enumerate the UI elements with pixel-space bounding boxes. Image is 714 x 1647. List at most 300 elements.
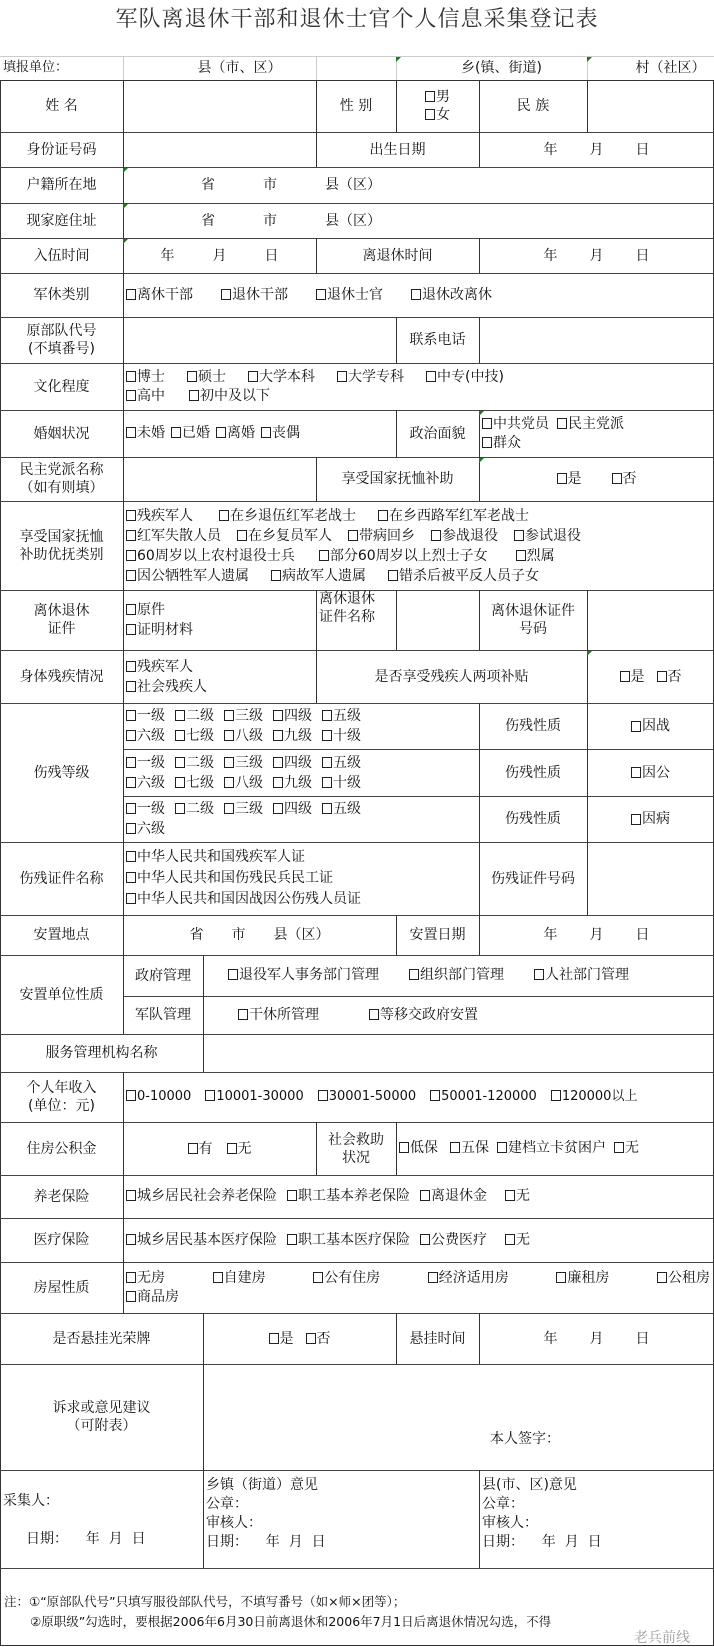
marriage-option[interactable]: 离婚 — [216, 424, 255, 443]
housing-type-option[interactable]: 商品房 — [126, 1288, 179, 1307]
subsidy-type-option[interactable]: 部分60周岁以上烈士子女 — [319, 546, 488, 566]
social-aid-sublabel: 状况 — [342, 1149, 370, 1166]
grade-option[interactable]: 八级 — [224, 726, 263, 746]
checkbox-icon[interactable] — [316, 289, 326, 300]
education-option[interactable]: 高中 — [126, 387, 165, 406]
grade-option[interactable]: 五级 — [322, 706, 361, 726]
checkbox-icon[interactable] — [369, 1009, 379, 1020]
grade-option[interactable]: 二级 — [175, 799, 214, 819]
note-line-2: ②原职级”勾选时，要根据2006年6月30日前离退休和2006年7月1日后离退休情况勾选，不得 — [30, 1614, 552, 1629]
birth-date-field[interactable]: 年 月 日 — [543, 141, 650, 158]
injury-nature-label: 伤残性质 — [505, 718, 561, 734]
grade-option[interactable]: 一级 — [126, 706, 165, 726]
checkbox-icon[interactable] — [378, 510, 388, 521]
category-label: 军休类别 — [33, 287, 90, 303]
gov-management-option[interactable]: 退役军人事务部门管理 — [228, 966, 379, 985]
allowance-label: 是否享受残疾人两项补贴 — [374, 668, 529, 685]
checkbox-icon[interactable] — [322, 757, 332, 768]
nature-option-illness[interactable]: 因病 — [587, 796, 714, 842]
checkbox-icon[interactable] — [126, 851, 136, 862]
disability-cert-number-label: 伤残证件号码 — [491, 870, 575, 887]
housing-fund-label: 住房公积金 — [26, 1140, 97, 1157]
checkbox-icon[interactable] — [612, 473, 622, 484]
housing-type-option[interactable]: 经济适用房 — [428, 1269, 509, 1288]
medical-option[interactable]: 公费医疗 — [420, 1231, 487, 1250]
cert-option-proof[interactable]: 证明材料 — [126, 620, 193, 640]
placement-date-label: 安置日期 — [409, 927, 466, 943]
medical-option[interactable]: 城乡居民基本医疗保险 — [126, 1231, 277, 1250]
checkbox-icon[interactable] — [126, 681, 136, 692]
disability-cert-option[interactable]: 中华人民共和国残疾军人证 — [126, 847, 305, 868]
checkbox-icon[interactable] — [557, 473, 567, 484]
housing-type-option[interactable]: 自建房 — [213, 1269, 266, 1288]
checkbox-icon[interactable] — [126, 371, 136, 382]
medical-option[interactable]: 无 — [505, 1231, 530, 1250]
grade-option[interactable]: 六级 — [126, 819, 165, 839]
grade-option[interactable]: 九级 — [273, 773, 312, 793]
grade-option[interactable]: 九级 — [273, 726, 312, 746]
checkbox-icon[interactable] — [224, 777, 234, 788]
checkbox-icon[interactable] — [319, 550, 329, 561]
checkbox-icon[interactable] — [428, 1272, 438, 1283]
housing-type-label: 房屋性质 — [33, 1279, 90, 1296]
service-org-field[interactable] — [203, 1034, 714, 1072]
political-option[interactable]: 中共党员 — [482, 415, 549, 434]
checkbox-icon[interactable] — [273, 710, 283, 721]
placement-unit-label: 安置单位性质 — [19, 986, 104, 1003]
checkbox-icon[interactable] — [337, 371, 347, 382]
grade-option[interactable]: 六级 — [126, 773, 165, 793]
income-option[interactable]: 120000以上 — [551, 1088, 638, 1107]
village-label: 村（社区） — [635, 60, 706, 76]
checkbox-icon[interactable] — [516, 550, 526, 561]
grade-option[interactable]: 七级 — [175, 726, 214, 746]
checkbox-icon[interactable] — [534, 969, 544, 980]
marriage-option[interactable]: 未婚 — [126, 424, 165, 443]
checkbox-icon[interactable] — [248, 371, 258, 382]
category-option[interactable]: 退休士官 — [316, 286, 383, 305]
checkbox-icon[interactable] — [175, 803, 185, 814]
social-aid-option[interactable]: 五保 — [450, 1139, 489, 1158]
checkbox-icon[interactable] — [126, 1090, 136, 1101]
injury-nature-label: 伤残性质 — [505, 764, 561, 781]
checkbox-icon[interactable] — [126, 604, 136, 615]
checkbox-icon[interactable] — [313, 1272, 323, 1283]
checkbox-icon[interactable] — [126, 530, 136, 541]
checkbox-icon[interactable] — [425, 109, 435, 120]
subsidy-option-yes[interactable]: 是 — [557, 470, 582, 488]
checkbox-icon[interactable] — [228, 969, 238, 980]
subsidy-type-option[interactable]: 残疾军人 — [126, 506, 193, 526]
nature-option-duty[interactable]: 因公 — [587, 749, 714, 796]
reporting-unit-label: 填报单位： — [3, 60, 69, 75]
pension-option[interactable]: 职工基本养老保险 — [287, 1187, 410, 1206]
honor-plaque-label: 是否悬挂光荣牌 — [52, 1330, 151, 1347]
hukou-label: 户籍所在地 — [26, 177, 97, 193]
pension-label: 养老保险 — [33, 1188, 90, 1205]
subsidy-type-option[interactable]: 烈属 — [516, 546, 555, 566]
housing-type-option[interactable]: 廉租房 — [556, 1269, 609, 1288]
disability-cert-option[interactable]: 中华人民共和国因战因公伤残人员证 — [126, 889, 361, 910]
grade-option[interactable]: 三级 — [224, 706, 263, 726]
grade-option[interactable]: 五级 — [322, 799, 361, 819]
checkbox-icon[interactable] — [631, 814, 641, 825]
township-seal-label: 公章： — [206, 1496, 248, 1512]
marriage-option[interactable]: 已婚 — [171, 424, 210, 443]
retire-cert-sublabel: 证件 — [47, 621, 76, 637]
checkbox-icon[interactable] — [126, 823, 136, 834]
disability-option[interactable]: 社会残疾人 — [126, 677, 207, 697]
grade-option[interactable]: 五级 — [322, 753, 361, 773]
education-option[interactable]: 博士 — [126, 368, 165, 387]
name-label: 姓 名 — [45, 98, 78, 114]
checkbox-icon[interactable] — [556, 1272, 566, 1283]
grade-option[interactable]: 四级 — [273, 753, 312, 773]
subsidy-type-option[interactable]: 在乡退伍红军老战士 — [219, 506, 356, 526]
checkbox-icon[interactable] — [171, 427, 181, 438]
grade-option[interactable]: 七级 — [175, 773, 214, 793]
allowance-option-yes[interactable]: 是 — [620, 668, 645, 686]
checkbox-icon[interactable] — [322, 710, 332, 721]
checkbox-icon[interactable] — [631, 767, 641, 778]
checkbox-icon[interactable] — [505, 1190, 515, 1201]
township-date[interactable]: 日期： 年 月 日 — [206, 1534, 326, 1550]
grade-option[interactable]: 八级 — [224, 773, 263, 793]
income-label: 个人年收入 — [26, 1080, 97, 1096]
checkbox-icon[interactable] — [287, 1234, 297, 1245]
county-label: 县（市、区） — [197, 60, 282, 76]
id-number-label: 身份证号码 — [26, 141, 97, 158]
hukou-address-field[interactable]: 省 市 县（区） — [201, 177, 381, 193]
gender-option-male[interactable]: 男 — [425, 88, 450, 106]
grade-option[interactable]: 二级 — [175, 753, 214, 773]
pension-option[interactable]: 无 — [505, 1187, 530, 1206]
checkbox-icon[interactable] — [126, 550, 136, 561]
gender-option-female[interactable]: 女 — [425, 106, 450, 124]
checkbox-icon[interactable] — [126, 893, 136, 904]
checkbox-icon[interactable] — [261, 427, 271, 438]
checkbox-icon[interactable] — [269, 1333, 279, 1344]
retire-date-field[interactable]: 年 月 日 — [543, 247, 650, 264]
checkbox-icon[interactable] — [322, 777, 332, 788]
checkbox-icon[interactable] — [657, 1272, 667, 1283]
checkbox-icon[interactable] — [399, 1142, 409, 1153]
marriage-label: 婚姻状况 — [33, 425, 90, 442]
subsidy-type-option[interactable]: 参试退役 — [514, 526, 581, 546]
checkbox-icon[interactable] — [348, 530, 358, 541]
ethnic-field[interactable] — [587, 80, 714, 132]
checkbox-icon[interactable] — [631, 721, 641, 732]
subsidy-type-option[interactable]: 错杀后被平反人员子女 — [388, 566, 539, 586]
grade-option[interactable]: 一级 — [126, 799, 165, 819]
category-option[interactable]: 退休改离休 — [411, 286, 492, 305]
checkbox-icon[interactable] — [221, 289, 231, 300]
disability-cert-number-field[interactable] — [587, 842, 714, 915]
checkbox-icon[interactable] — [420, 1234, 430, 1245]
cert-name-field[interactable] — [396, 590, 479, 650]
category-option[interactable]: 退休干部 — [221, 286, 288, 305]
grade-option[interactable]: 一级 — [126, 753, 165, 773]
checkbox-icon[interactable] — [306, 1333, 316, 1344]
medical-label: 医疗保险 — [33, 1232, 90, 1248]
grade-option[interactable]: 二级 — [175, 706, 214, 726]
subsidy-type-option[interactable]: 红军失散人员 — [126, 526, 221, 546]
checkbox-icon[interactable] — [213, 1272, 223, 1283]
disability-option[interactable]: 残疾军人 — [126, 657, 193, 677]
pension-option[interactable]: 城乡居民社会养老保险 — [126, 1187, 277, 1206]
social-aid-option[interactable]: 无 — [614, 1139, 639, 1158]
grade-option[interactable]: 十级 — [322, 726, 361, 746]
cert-name-label: 离休退休 — [319, 591, 375, 607]
subsidy-type-option[interactable]: 参战退役 — [431, 526, 498, 546]
nature-option-war[interactable]: 因战 — [587, 703, 714, 749]
county-date[interactable]: 日期： 年 月 日 — [482, 1534, 602, 1550]
checkbox-icon[interactable] — [219, 510, 229, 521]
checkbox-icon[interactable] — [287, 1190, 297, 1201]
housing-type-option[interactable]: 公租房 — [657, 1269, 710, 1288]
checkbox-icon[interactable] — [273, 803, 283, 814]
checkbox-icon[interactable] — [409, 969, 419, 980]
appeal-field[interactable] — [203, 1364, 714, 1470]
social-aid-option[interactable]: 低保 — [399, 1139, 438, 1158]
grade-option[interactable]: 十级 — [322, 773, 361, 793]
grade-option[interactable]: 四级 — [273, 799, 312, 819]
checkbox-icon[interactable] — [224, 710, 234, 721]
checkbox-icon[interactable] — [205, 1090, 215, 1101]
phone-field[interactable] — [479, 317, 714, 363]
placement-date-field[interactable]: 年 月 日 — [543, 927, 650, 943]
checkbox-icon[interactable] — [224, 803, 234, 814]
collector-label: 采集人： — [3, 1493, 59, 1509]
grade-option[interactable]: 三级 — [224, 753, 263, 773]
checkbox-icon[interactable] — [657, 671, 667, 682]
checkbox-icon[interactable] — [273, 730, 283, 741]
checkbox-icon[interactable] — [450, 1142, 460, 1153]
party-name-field[interactable] — [123, 457, 316, 501]
subsidy-type-option[interactable]: 因公牺牲军人遗属 — [126, 566, 249, 586]
checkbox-icon[interactable] — [126, 730, 136, 741]
home-address-label: 现家庭住址 — [26, 212, 97, 229]
political-option[interactable]: 群众 — [482, 434, 521, 453]
cert-option-original[interactable]: 原件 — [126, 600, 165, 620]
hang-date-field[interactable]: 年 月 日 — [543, 1330, 650, 1347]
checkbox-icon[interactable] — [126, 757, 136, 768]
income-option[interactable]: 50001-120000 — [430, 1088, 537, 1107]
checkbox-icon[interactable] — [175, 757, 185, 768]
checkbox-icon[interactable] — [126, 390, 136, 401]
checkbox-icon[interactable] — [175, 777, 185, 788]
township-reviewer-label: 审核人： — [206, 1515, 262, 1531]
army-management-label: 军队管理 — [135, 1007, 191, 1023]
checkbox-icon[interactable] — [431, 530, 441, 541]
checkbox-icon[interactable] — [126, 872, 136, 883]
checkbox-icon[interactable] — [322, 730, 332, 741]
collector-date[interactable]: 日期： 年 月 日 — [26, 1531, 146, 1547]
form-title: 军队离退休干部和退休士官个人信息采集登记表 — [115, 7, 599, 32]
cert-number-label: 离休退休证件 — [491, 603, 575, 619]
checkbox-icon[interactable] — [388, 570, 398, 581]
home-address-field[interactable]: 省 市 县（区） — [201, 212, 381, 229]
checkbox-icon[interactable] — [482, 437, 492, 448]
subsidy-type-option[interactable]: 60周岁以上农村退役士兵 — [126, 546, 295, 566]
gov-management-label: 政府管理 — [135, 967, 191, 984]
checkbox-icon[interactable] — [126, 710, 136, 721]
disability-cert-label: 伤残证件名称 — [19, 870, 104, 887]
checkbox-icon[interactable] — [216, 427, 226, 438]
checkbox-icon[interactable] — [430, 1090, 440, 1101]
checkbox-icon[interactable] — [126, 510, 136, 521]
party-name-sublabel: （如有则填） — [19, 480, 104, 496]
subsidy-label: 享受国家抚恤补助 — [341, 471, 454, 487]
education-option[interactable]: 硕士 — [187, 368, 226, 387]
checkbox-icon[interactable] — [420, 1190, 430, 1201]
housing-fund-option-no[interactable]: 无 — [227, 1140, 252, 1158]
subsidy-type-label: 享受国家抚恤 — [19, 528, 104, 545]
unit-code-field[interactable] — [123, 317, 396, 363]
county-seal-label: 公章： — [482, 1496, 524, 1512]
education-option[interactable]: 大学本科 — [248, 368, 315, 387]
cert-number-sublabel: 号码 — [519, 621, 547, 637]
checkbox-icon[interactable] — [126, 624, 136, 635]
medical-option[interactable]: 职工基本医疗保险 — [287, 1231, 410, 1250]
ethnic-label: 民 族 — [516, 98, 550, 114]
county-opinion-title: 县(市、区)意见 — [482, 1477, 577, 1493]
checkbox-icon[interactable] — [187, 371, 197, 382]
checkbox-icon[interactable] — [227, 1143, 237, 1154]
checkbox-icon[interactable] — [322, 803, 332, 814]
retire-time-label: 离退休时间 — [362, 247, 433, 264]
checkbox-icon[interactable] — [514, 530, 524, 541]
social-aid-option[interactable]: 建档立卡贫困户 — [497, 1139, 606, 1158]
checkbox-icon[interactable] — [126, 1272, 136, 1283]
township-label: 乡(镇、街道) — [461, 60, 542, 76]
checkbox-icon[interactable] — [126, 1234, 136, 1245]
watermark: 老兵前线 — [634, 1630, 690, 1646]
party-name-label: 民主党派名称 — [19, 462, 104, 478]
checkbox-icon[interactable] — [126, 803, 136, 814]
checkbox-icon[interactable] — [126, 289, 136, 300]
checkbox-icon[interactable] — [425, 91, 435, 102]
housing-fund-option-yes[interactable]: 有 — [188, 1140, 213, 1158]
county-reviewer-label: 审核人： — [482, 1515, 538, 1531]
gender-label: 性 别 — [339, 98, 373, 114]
hang-time-label: 悬挂时间 — [409, 1330, 466, 1347]
note-line-1: 注：①“原部队代号”只填写服役部队代号，不填写番号（如×师×团等）； — [4, 1594, 406, 1609]
injury-nature-label: 伤残性质 — [505, 811, 561, 827]
education-option[interactable]: 中专(中技) — [426, 368, 504, 387]
checkbox-icon[interactable] — [188, 1143, 198, 1154]
gov-management-option[interactable]: 组织部门管理 — [409, 966, 504, 985]
township-opinion-title: 乡镇（街道）意见 — [206, 1477, 318, 1493]
subsidy-option-no[interactable]: 否 — [612, 470, 637, 488]
checkbox-icon[interactable] — [224, 730, 234, 741]
checkbox-icon[interactable] — [126, 661, 136, 672]
subsidy-type-option[interactable]: 在乡西路军红军老战士 — [378, 506, 529, 526]
income-option[interactable]: 10001-30000 — [205, 1088, 303, 1107]
placement-location-field[interactable]: 省 市 县（区） — [189, 927, 330, 943]
education-option[interactable]: 初中及以下 — [189, 387, 270, 406]
enlist-time-label: 入伍时间 — [33, 247, 90, 264]
pension-option[interactable]: 离退休金 — [420, 1187, 487, 1206]
checkbox-icon[interactable] — [175, 730, 185, 741]
checkbox-icon[interactable] — [126, 1291, 136, 1302]
allowance-option-no[interactable]: 否 — [657, 668, 682, 686]
army-management-option[interactable]: 等移交政府安置 — [369, 1006, 478, 1025]
name-field[interactable] — [123, 80, 316, 132]
marriage-option[interactable]: 丧偶 — [261, 424, 300, 443]
cert-number-field[interactable] — [587, 590, 714, 650]
appeal-sublabel: （可附表） — [66, 1418, 137, 1434]
income-sublabel: (单位：元) — [28, 1098, 95, 1114]
subsidy-type-option[interactable]: 带病回乡 — [348, 526, 415, 546]
checkbox-icon[interactable] — [614, 1142, 624, 1153]
grade-option[interactable]: 四级 — [273, 706, 312, 726]
checkbox-icon[interactable] — [237, 530, 247, 541]
grade-option[interactable]: 三级 — [224, 799, 263, 819]
signature-label: 本人签字： — [490, 1431, 560, 1447]
checkbox-icon[interactable] — [551, 1090, 561, 1101]
plaque-option-no[interactable]: 否 — [306, 1330, 331, 1348]
army-management-option[interactable]: 干休所管理 — [238, 1006, 319, 1025]
checkbox-icon[interactable] — [238, 1009, 248, 1020]
political-option[interactable]: 民主党派 — [557, 415, 624, 434]
income-option[interactable]: 0-10000 — [126, 1088, 191, 1107]
checkbox-icon[interactable] — [620, 671, 630, 682]
phone-label: 联系电话 — [409, 332, 466, 348]
education-label: 文化程度 — [33, 378, 90, 395]
enlist-date-field[interactable]: 年 月 日 — [160, 247, 279, 264]
checkbox-icon[interactable] — [126, 1190, 136, 1201]
checkbox-icon[interactable] — [273, 757, 283, 768]
checkbox-icon[interactable] — [271, 570, 281, 581]
checkbox-icon[interactable] — [482, 418, 492, 429]
education-option[interactable]: 大学专科 — [337, 368, 404, 387]
unit-code-sublabel: (不填番号) — [28, 341, 95, 357]
plaque-option-yes[interactable]: 是 — [269, 1330, 294, 1348]
social-aid-label: 社会救助 — [328, 1131, 384, 1148]
checkbox-icon[interactable] — [411, 289, 421, 300]
disability-label: 身体残疾情况 — [19, 668, 104, 685]
disability-cert-option[interactable]: 中华人民共和国伤残民兵民工证 — [126, 868, 333, 889]
checkbox-icon[interactable] — [126, 777, 136, 788]
checkbox-icon[interactable] — [557, 418, 567, 429]
checkbox-icon[interactable] — [497, 1142, 507, 1153]
political-label: 政治面貌 — [409, 425, 466, 442]
checkbox-icon[interactable] — [224, 757, 234, 768]
checkbox-icon[interactable] — [505, 1234, 515, 1245]
housing-type-option[interactable]: 公有住房 — [313, 1269, 380, 1288]
income-option[interactable]: 30001-50000 — [318, 1088, 416, 1107]
placement-location-label: 安置地点 — [33, 927, 90, 943]
id-number-field[interactable] — [123, 132, 316, 167]
checkbox-icon[interactable] — [426, 371, 436, 382]
subsidy-type-option[interactable]: 病故军人遗属 — [271, 566, 366, 586]
checkbox-icon[interactable] — [175, 710, 185, 721]
checkbox-icon[interactable] — [273, 777, 283, 788]
gov-management-option[interactable]: 人社部门管理 — [534, 966, 629, 985]
checkbox-icon[interactable] — [318, 1090, 328, 1101]
subsidy-type-option[interactable]: 在乡复员军人 — [237, 526, 332, 546]
checkbox-icon[interactable] — [189, 390, 199, 401]
checkbox-icon[interactable] — [126, 427, 136, 438]
category-option[interactable]: 离休干部 — [126, 286, 193, 305]
grade-option[interactable]: 六级 — [126, 726, 165, 746]
subsidy-type-sublabel: 补助优抚类别 — [19, 546, 104, 563]
housing-type-option[interactable]: 无房 — [126, 1269, 165, 1288]
unit-code-label: 原部队代号 — [26, 323, 97, 339]
checkbox-icon[interactable] — [126, 570, 136, 581]
retire-cert-label: 离休退休 — [33, 603, 90, 619]
